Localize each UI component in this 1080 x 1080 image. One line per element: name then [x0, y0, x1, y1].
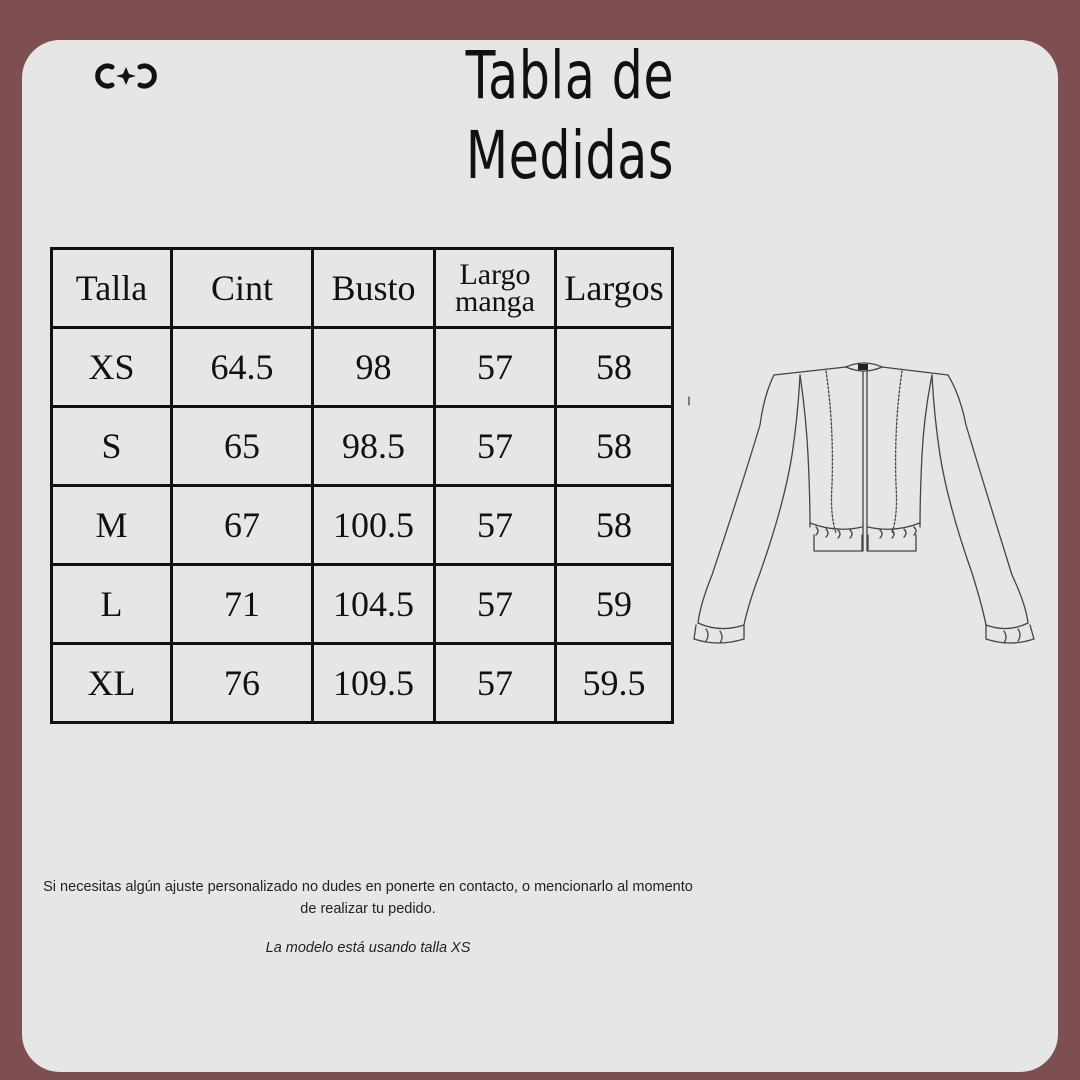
table-header-row: [52, 249, 673, 328]
model-size-note: La modelo está usando talla XS: [265, 940, 471, 956]
header-talla: Talla: [52, 249, 172, 328]
cell-cint: 64.5: [172, 328, 313, 407]
page-title: Tabla de Medidas: [465, 37, 675, 194]
cell-busto: 98.5: [313, 407, 435, 486]
table-row: [52, 565, 673, 644]
header-cint: Cint: [172, 249, 313, 328]
header-largo-manga: Largo manga: [435, 249, 556, 328]
table-row: [52, 407, 673, 486]
cell-largo-manga: 57: [435, 407, 556, 486]
cell-largos: 58: [556, 407, 673, 486]
brand-logo-icon: [90, 58, 162, 94]
cell-cint: 71: [172, 565, 313, 644]
cell-talla: M: [52, 486, 172, 565]
table-row: [52, 486, 673, 565]
custom-fit-note: Si necesitas algún ajuste personalizado no dudes en ponerte en contacto, o mencionarlo al momento de realizar tu pedido.: [43, 879, 693, 917]
cell-cint: 67: [172, 486, 313, 565]
cell-busto: 109.5: [313, 644, 435, 723]
cell-busto: 100.5: [313, 486, 435, 565]
table-row: [52, 328, 673, 407]
cell-busto: 104.5: [313, 565, 435, 644]
table-row: [52, 644, 673, 723]
header-busto: Busto: [313, 249, 435, 328]
cell-cint: 76: [172, 644, 313, 723]
cell-largo-manga: 57: [435, 486, 556, 565]
cell-talla: S: [52, 407, 172, 486]
header-largos: Largos: [556, 249, 673, 328]
jacket-sketch-icon: [686, 355, 1042, 650]
cell-largo-manga: 57: [435, 565, 556, 644]
cell-largos: 59.5: [556, 644, 673, 723]
size-table: [50, 247, 674, 724]
cell-largos: 58: [556, 328, 673, 407]
cell-talla: XS: [52, 328, 172, 407]
cell-largo-manga: 57: [435, 328, 556, 407]
cell-talla: L: [52, 565, 172, 644]
cell-largos: 58: [556, 486, 673, 565]
cell-cint: 65: [172, 407, 313, 486]
cell-busto: 98: [313, 328, 435, 407]
cell-talla: XL: [52, 644, 172, 723]
cell-largo-manga: 57: [435, 644, 556, 723]
cell-largos: 59: [556, 565, 673, 644]
